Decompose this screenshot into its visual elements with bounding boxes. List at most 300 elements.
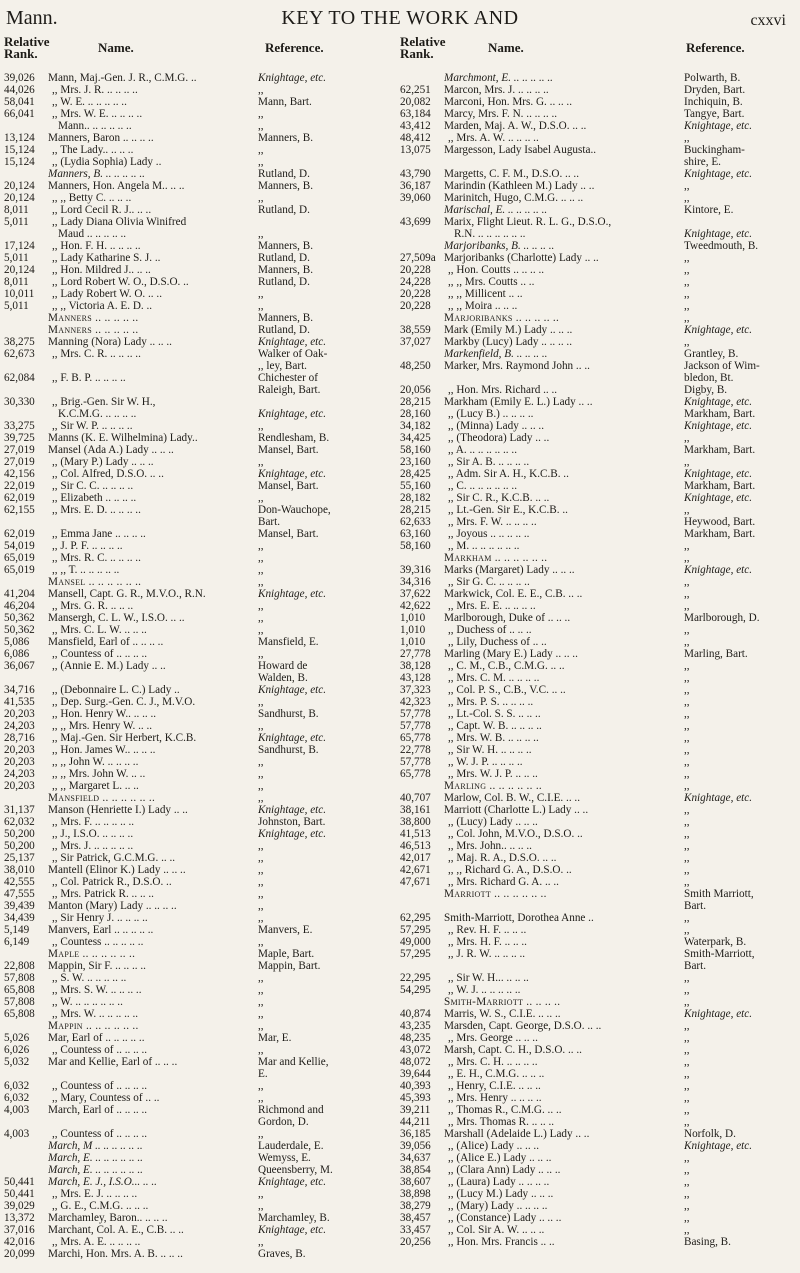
index-entry [4, 492, 394, 504]
index-entry [4, 936, 394, 948]
entry-rank: 58,041 [4, 96, 35, 108]
entry-rank: 50,441 [4, 1176, 35, 1188]
entry-name: ,, Mary, Countess of .. .. [52, 1092, 160, 1104]
entry-rank: 38,898 [400, 1188, 431, 1200]
entry-rank: 65,778 [400, 768, 431, 780]
entry-reference: Manvers, E. [258, 924, 313, 936]
entry-name: ,, Hon. Mildred J.. .. .. [52, 264, 151, 276]
entry-reference: Knightage, etc. [258, 1176, 327, 1188]
index-entry [400, 1176, 796, 1188]
index-entry [4, 228, 394, 240]
entry-reference: ,, [684, 552, 690, 564]
entry-name: Marjoribanks, B. .. .. .. .. [444, 240, 555, 252]
entry-rank: 46,513 [400, 840, 431, 852]
entry-rank: 38,559 [400, 324, 431, 336]
entry-reference: Knightage, etc. [258, 732, 327, 744]
entry-name: Markham .. .. .. .. .. .. [444, 552, 548, 564]
entry-reference: ,, [684, 912, 690, 924]
entry-name: ,, Mrs. Thomas R. .. .. .. [448, 1116, 555, 1128]
entry-name: ,, Mrs. F. .. .. .. .. .. [52, 816, 135, 828]
entry-rank: 20,203 [4, 744, 35, 756]
entry-rank: 22,808 [4, 960, 35, 972]
entry-reference: ,, ley, Bart. [258, 360, 307, 372]
entry-reference: ,, [258, 768, 264, 780]
entry-rank: 20,203 [4, 708, 35, 720]
entry-name: Marix, Flight Lieut. R. L. G., D.S.O., [444, 216, 612, 228]
entry-name: Marshall (Adelaide L.) Lady .. .. [444, 1128, 590, 1140]
entry-reference: ,, [258, 156, 264, 168]
entry-rank: 20,082 [400, 96, 431, 108]
entry-reference: Rendlesham, B. [258, 432, 330, 444]
left-column-header [4, 36, 394, 72]
index-entry [400, 456, 796, 468]
entry-reference: ,, [684, 1092, 690, 1104]
index-entry [400, 624, 796, 636]
entry-reference: Heywood, Bart. [684, 516, 756, 528]
entry-rank: 58,160 [400, 444, 431, 456]
index-entry [400, 288, 796, 300]
index-entry [400, 516, 796, 528]
entry-reference: Manners, B. [258, 180, 313, 192]
index-entry [400, 72, 796, 84]
entry-rank: 34,316 [400, 576, 431, 588]
index-entry [4, 1056, 394, 1068]
entry-name: March, Earl of .. .. .. .. [48, 1104, 148, 1116]
entry-rank: 39,644 [400, 1068, 431, 1080]
index-entry [4, 1044, 394, 1056]
entry-rank: 39,060 [400, 192, 431, 204]
entry-reference: ,, [684, 1032, 690, 1044]
entry-reference: ,, [258, 936, 264, 948]
entry-name: ,, E. H., C.M.G. .. .. .. [448, 1068, 545, 1080]
index-entry [400, 660, 796, 672]
index-entry [4, 504, 394, 516]
entry-reference: Knightage, etc. [684, 120, 753, 132]
index-entry [400, 1128, 796, 1140]
entry-name: ,, ,, Richard G. A., D.S.O. .. [448, 864, 572, 876]
entry-name: ,, Maj.-Gen. Sir Herbert, K.C.B. [52, 732, 197, 744]
entry-name: ,, (Debonnaire L. C.) Lady .. [52, 684, 180, 696]
entry-name: ,, ,, John W. .. .. .. .. [52, 756, 139, 768]
entry-rank: 6,086 [4, 648, 30, 660]
entry-reference: ,, [258, 1128, 264, 1140]
index-entry [4, 1020, 394, 1032]
entry-reference: ,, [684, 1020, 690, 1032]
index-entry [4, 852, 394, 864]
entry-reference: Mansel, Bart. [258, 480, 319, 492]
entry-name: ,, Mrs. George .. .. .. [448, 1032, 538, 1044]
right-entries [400, 72, 796, 1248]
entry-rank: 6,026 [4, 1044, 30, 1056]
entry-rank: 54,295 [400, 984, 431, 996]
entry-rank: 42,622 [400, 600, 431, 612]
entry-name: ,, Mrs. E. J. .. .. .. .. [52, 1188, 138, 1200]
index-entry [4, 600, 394, 612]
index-entry [4, 384, 394, 396]
entry-name: ,, C. .. .. .. .. .. .. [448, 480, 517, 492]
index-entry [400, 1068, 796, 1080]
index-entry [4, 576, 394, 588]
entry-rank: 66,041 [4, 108, 35, 120]
entry-reference: Jackson of Wim- [684, 360, 760, 372]
index-entry [4, 168, 394, 180]
entry-name: ,, Mrs. Patrick R. .. .. .. [52, 888, 154, 900]
entry-name: Mar and Kellie, Earl of .. .. .. [48, 1056, 178, 1068]
index-entry [4, 96, 394, 108]
entry-rank: 27,778 [400, 648, 431, 660]
index-entry [400, 1188, 796, 1200]
index-entry [4, 888, 394, 900]
entry-rank: 36,185 [400, 1128, 431, 1140]
entry-reference: ,, [684, 1080, 690, 1092]
entry-reference: Sandhurst, B. [258, 708, 319, 720]
index-entry [400, 360, 796, 372]
entry-name: Smith-Marriott .. .. .. .. [444, 996, 561, 1008]
entry-name: ,, Mrs. F. W. .. .. .. .. [448, 516, 537, 528]
entry-reference: ,, [684, 756, 690, 768]
entry-rank: 63,160 [400, 528, 431, 540]
entry-reference: Rutland, D. [258, 252, 310, 264]
entry-reference: ,, [684, 636, 690, 648]
entry-name: ,, W. .. .. .. .. .. .. [52, 996, 123, 1008]
entry-name: Mansel .. .. .. .. .. .. [48, 576, 142, 588]
entry-rank: 8,011 [4, 276, 29, 288]
entry-reference: ,, [684, 1212, 690, 1224]
entry-name: Marcon, Mrs. J. .. .. .. .. [444, 84, 549, 96]
index-entry [4, 1008, 394, 1020]
rank-heading: Relative Rank. [400, 34, 446, 61]
entry-reference: Richmond and [258, 1104, 324, 1116]
rank-heading: Relative Rank. [4, 34, 50, 61]
entry-name: ,, Rev. H. F. .. .. .. [448, 924, 527, 936]
entry-name: ,, ,, Mrs. Henry W. .. .. [52, 720, 153, 732]
entry-reference: Waterpark, B. [684, 936, 747, 948]
index-entry [4, 372, 394, 384]
entry-reference: Raleigh, Bart. [258, 384, 321, 396]
entry-reference: Knightage, etc. [258, 1224, 327, 1236]
entry-name: Marchamley, Baron.. .. .. .. [48, 1212, 168, 1224]
entry-name: ,, Mrs. Richard G. A. .. .. [448, 876, 559, 888]
index-entry [4, 612, 394, 624]
entry-name: Manners .. .. .. .. .. [48, 324, 139, 336]
entry-name: ,, Sir Patrick, G.C.M.G. .. .. [52, 852, 176, 864]
entry-name: ,, J., I.S.O. .. .. .. .. [52, 828, 134, 840]
entry-rank: 41,513 [400, 828, 431, 840]
entry-name: ,, Sir Henry J. .. .. .. .. [52, 912, 148, 924]
index-entry [4, 924, 394, 936]
entry-rank: 57,295 [400, 948, 431, 960]
index-entry [4, 948, 394, 960]
entry-rank: 20,124 [4, 264, 35, 276]
index-entry [400, 372, 796, 384]
entry-reference: ,, [258, 888, 264, 900]
entry-name: Mappin, Sir F. .. .. .. .. [48, 960, 146, 972]
entry-rank: 5,149 [4, 924, 30, 936]
entry-reference: Buckingham- [684, 144, 745, 156]
entry-name: ,, Lt.-Gen. Sir E., K.C.B. .. [448, 504, 568, 516]
entry-name: Marlborough, Duke of .. .. .. [444, 612, 571, 624]
entry-rank: 43,699 [400, 216, 431, 228]
entry-name: Maple .. .. .. .. .. .. [48, 948, 136, 960]
entry-rank: 38,279 [400, 1200, 431, 1212]
index-entry [400, 1152, 796, 1164]
entry-name: ,, Emma Jane .. .. .. .. [52, 528, 146, 540]
entry-reference: Knightage, etc. [684, 564, 753, 576]
entry-rank: 13,075 [400, 144, 431, 156]
entry-reference: ,, [684, 588, 690, 600]
entry-rank: 42,156 [4, 468, 35, 480]
entry-name: ,, Mrs. C. M. .. .. .. .. [448, 672, 540, 684]
entry-reference: Lauderdale, E. [258, 1140, 324, 1152]
index-entry [4, 1140, 394, 1152]
entry-rank: 42,323 [400, 696, 431, 708]
entry-name: ,, ,, Betty C. .. .. .. [52, 192, 132, 204]
entry-name: ,, Mrs. J. .. .. .. .. .. [52, 840, 134, 852]
index-entry [400, 564, 796, 576]
entry-name: ,, The Lady.. .. .. .. [52, 144, 134, 156]
entry-rank: 47,555 [4, 888, 35, 900]
entry-name: ,, ,, Mrs. Coutts .. .. [448, 276, 535, 288]
entry-name: Marsden, Capt. George, D.S.O. .. .. [444, 1020, 602, 1032]
index-entry [400, 1200, 796, 1212]
index-entry [4, 108, 394, 120]
entry-name: ,, Mrs. W. B. .. .. .. .. [448, 732, 539, 744]
entry-rank: 54,019 [4, 540, 35, 552]
entry-rank: 48,072 [400, 1056, 431, 1068]
entry-reference: ,, [684, 288, 690, 300]
entry-name: Manvers, Earl .. .. .. .. .. [48, 924, 154, 936]
index-entry [4, 828, 394, 840]
index-entry [400, 948, 796, 960]
index-entry [4, 912, 394, 924]
entry-reference: Knightage, etc. [258, 336, 327, 348]
entry-name: Margesson, Lady Isabel Augusta.. [444, 144, 597, 156]
entry-name: Markby (Lucy) Lady .. .. .. .. [444, 336, 573, 348]
entry-reference: Don-Wauchope, [258, 504, 331, 516]
index-entry [400, 504, 796, 516]
entry-rank: 41,535 [4, 696, 35, 708]
entry-reference: Knightage, etc. [258, 828, 327, 840]
entry-name: ,, (Laura) Lady .. .. .. .. [448, 1176, 550, 1188]
entry-name: ,, Mrs. John.. .. .. .. [448, 840, 532, 852]
index-entry [4, 1188, 394, 1200]
entry-name: Manners, B. .. .. .. .. .. [48, 168, 145, 180]
index-entry [4, 720, 394, 732]
entry-reference: ,, [258, 228, 264, 240]
index-entry [4, 792, 394, 804]
header-left-title: Mann. [6, 7, 58, 29]
entry-reference: Digby, B. [684, 384, 728, 396]
entry-name: ,, Sir C. C. .. .. .. .. [52, 480, 134, 492]
index-entry [4, 72, 394, 84]
index-entry [4, 528, 394, 540]
entry-name: ,, W. E. .. .. .. .. .. [52, 96, 127, 108]
index-entry [4, 864, 394, 876]
index-entry [4, 780, 394, 792]
entry-reference: ,, [258, 780, 264, 792]
entry-name: ,, Mrs. Henry .. .. .. .. [448, 1092, 542, 1104]
entry-name: ,, Sir G. C. .. .. .. .. [448, 576, 530, 588]
entry-rank: 44,026 [4, 84, 35, 96]
entry-reference: ,, [258, 600, 264, 612]
index-entry [400, 828, 796, 840]
entry-name: ,, A. .. .. .. .. .. .. [448, 444, 517, 456]
index-entry [400, 612, 796, 624]
entry-name: ,, (Mary) Lady .. .. .. .. [448, 1200, 548, 1212]
index-entry [4, 456, 394, 468]
entry-name: Marchi, Hon. Mrs. A. B. .. .. .. [48, 1248, 183, 1260]
index-entry [4, 960, 394, 972]
entry-name: Marks (Margaret) Lady .. .. .. [444, 564, 575, 576]
entry-name: ,, J. P. F. .. .. .. .. [52, 540, 123, 552]
entry-name: ,, (Clara Ann) Lady .. .. .. [448, 1164, 561, 1176]
index-entry [4, 1212, 394, 1224]
entry-reference: Rutland, D. [258, 204, 310, 216]
entry-reference: ,, [684, 996, 690, 1008]
entry-name: ,, Mrs. C. H. .. .. .. .. [448, 1056, 538, 1068]
entry-name: Manners, Baron .. .. .. .. [48, 132, 154, 144]
entry-name: Markwick, Col. E. E., C.B. .. .. [444, 588, 583, 600]
entry-reference: ,, [258, 996, 264, 1008]
entry-rank: 5,011 [4, 300, 29, 312]
entry-rank: 20,228 [400, 264, 431, 276]
entry-rank: 38,457 [400, 1212, 431, 1224]
entry-name: ,, ,, Victoria A. E. D. .. [52, 300, 153, 312]
entry-rank: 10,011 [4, 288, 35, 300]
header-center-title: KEY TO THE WORK AND [281, 7, 519, 29]
entry-name: ,, Mrs. A. E. .. .. .. .. [52, 1236, 141, 1248]
entry-reference: ,, [684, 732, 690, 744]
entry-rank: 38,161 [400, 804, 431, 816]
entry-rank: 15,124 [4, 144, 35, 156]
index-entry [4, 564, 394, 576]
entry-rank: 38,275 [4, 336, 35, 348]
entry-name: Marconi, Hon. Mrs. G. .. .. .. [444, 96, 573, 108]
index-entry [400, 732, 796, 744]
entry-name: ,, Col. Alfred, D.S.O. .. .. [52, 468, 164, 480]
entry-reference: Knightage, etc. [258, 804, 327, 816]
reference-heading: Reference. [265, 40, 324, 55]
entry-reference: ,, [258, 576, 264, 588]
index-entry [4, 444, 394, 456]
index-entry [400, 204, 796, 216]
entry-rank: 37,016 [4, 1224, 35, 1236]
index-entry [400, 1056, 796, 1068]
entry-name: ,, Mrs. C. L. W. .. .. .. [52, 624, 147, 636]
index-entry [400, 276, 796, 288]
entry-reference: Howard de [258, 660, 308, 672]
entry-name: Mansfield, Earl of .. .. .. .. [48, 636, 164, 648]
entry-rank: 20,124 [4, 180, 35, 192]
entry-name: ,, Sir W. H. .. .. .. .. [448, 744, 532, 756]
entry-name: ,, Mrs. S. W. .. .. .. .. [52, 984, 142, 996]
entry-reference: Tweedmouth, B. [684, 240, 759, 252]
entry-reference: ,, [684, 816, 690, 828]
entry-rank: 62,084 [4, 372, 35, 384]
entry-reference: Walker of Oak- [258, 348, 328, 360]
entry-reference: ,, [684, 804, 690, 816]
entry-reference: ,, [258, 612, 264, 624]
page-header [0, 0, 800, 36]
entry-name: ,, Col. P. S., C.B., V.C. .. .. [448, 684, 566, 696]
entry-name: ,, (Lucy M.) Lady .. .. .. [448, 1188, 554, 1200]
entry-rank: 28,716 [4, 732, 35, 744]
entry-rank: 28,215 [400, 504, 431, 516]
entry-reference: ,, [684, 1068, 690, 1080]
index-entry [400, 636, 796, 648]
entry-rank: 20,203 [4, 780, 35, 792]
entry-name: ,, Countess of .. .. .. .. [52, 648, 148, 660]
entry-reference: ,, [258, 984, 264, 996]
entry-rank: 43,412 [400, 120, 431, 132]
index-entry [400, 816, 796, 828]
entry-rank: 50,441 [4, 1188, 35, 1200]
entry-name: ,, Hon. Coutts .. .. .. .. [448, 264, 545, 276]
entry-name: ,, Sir C. R., K.C.B. .. .. [448, 492, 550, 504]
index-entry [400, 1164, 796, 1176]
index-entry [4, 972, 394, 984]
entry-reference: Marling, Bart. [684, 648, 748, 660]
entry-reference: Dryden, Bart. [684, 84, 746, 96]
index-entry [4, 240, 394, 252]
entry-name: ,, ,, T. .. .. .. .. .. [52, 564, 120, 576]
entry-name: Markham (Emily E. L.) Lady .. .. [444, 396, 593, 408]
index-entry [400, 936, 796, 948]
entry-rank: 57,778 [400, 720, 431, 732]
entry-name: ,, ,, Moira .. .. .. [448, 300, 518, 312]
index-entry [400, 408, 796, 420]
entry-rank: 24,228 [400, 276, 431, 288]
entry-name: ,, (Annie E. M.) Lady .. .. [52, 660, 166, 672]
entry-reference: Knightage, etc. [684, 396, 753, 408]
entry-rank: 28,160 [400, 408, 431, 420]
entry-reference: Basing, B. [684, 1236, 731, 1248]
entry-reference: ,, [258, 840, 264, 852]
entry-rank: 5,086 [4, 636, 30, 648]
index-entry [4, 696, 394, 708]
entry-rank: 39,029 [4, 1200, 35, 1212]
entry-reference: ,, [684, 828, 690, 840]
entry-reference: Markham, Bart. [684, 480, 756, 492]
entry-name: ,, ,, Mrs. John W. .. .. [52, 768, 146, 780]
entry-rank: 43,128 [400, 672, 431, 684]
entry-reference: ,, [684, 660, 690, 672]
entry-rank: 62,251 [400, 84, 431, 96]
entry-rank: 40,707 [400, 792, 431, 804]
index-entry [4, 300, 394, 312]
entry-reference: Mar and Kellie, [258, 1056, 329, 1068]
entry-rank: 58,160 [400, 540, 431, 552]
entry-reference: Knightage, etc. [684, 1008, 753, 1020]
index-entry [400, 708, 796, 720]
entry-name: ,, Lady Katharine S. J. .. [52, 252, 161, 264]
index-entry [4, 1176, 394, 1188]
entry-reference: ,, [684, 504, 690, 516]
entry-reference: shire, E. [684, 156, 721, 168]
entry-name: March, M .. .. .. .. .. .. [48, 1140, 143, 1152]
entry-rank: 57,295 [400, 924, 431, 936]
index-entry [4, 1248, 394, 1260]
index-entry [4, 180, 394, 192]
index-entry [400, 324, 796, 336]
entry-rank: 42,016 [4, 1236, 35, 1248]
index-entry [4, 636, 394, 648]
entry-rank: 37,323 [400, 684, 431, 696]
index-entry [400, 84, 796, 96]
entry-reference: ,, [258, 108, 264, 120]
entry-name: ,, Countess of .. .. .. .. [52, 1080, 148, 1092]
entry-name: March, E. .. .. .. .. .. .. [48, 1152, 143, 1164]
